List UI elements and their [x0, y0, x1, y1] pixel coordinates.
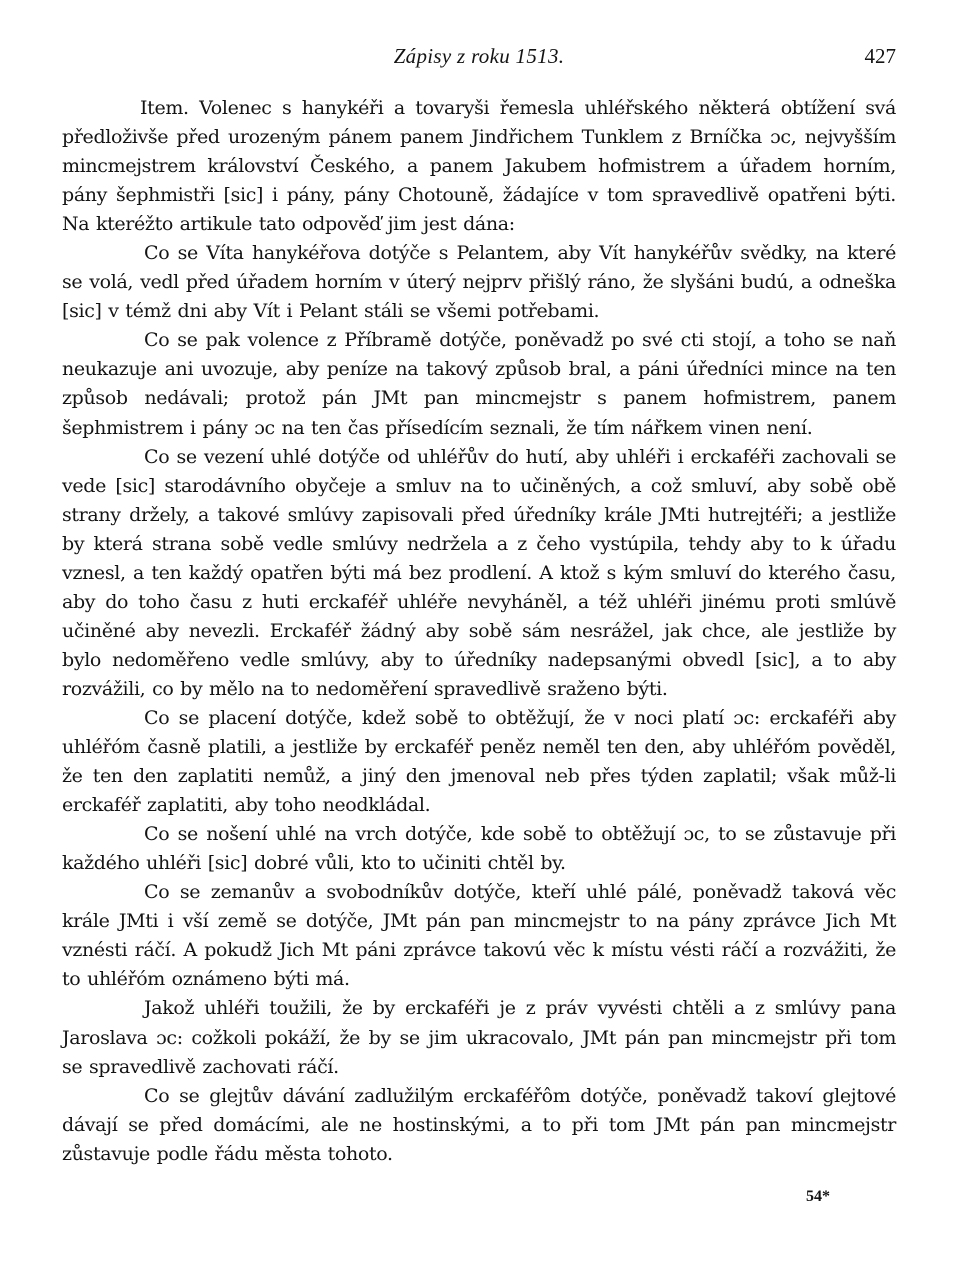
running-title: Zápisy z roku 1513. [393, 44, 565, 68]
paragraph-vezeni-uhle: Co se vezení uhlé dotýče od uhléřův do hutí, aby uhléři i erckaféři zachovali se vede [sic] starodávního obyčeje a smluv na to učiněných, a což smluví, aby sobě obě strany držely, a takové smlúvy zapisovali před úředníky krále JMti hutrejtéři; a jestliže by která strana sobě vedle smlúvy nedržela a z čeho vystúpila, tehdy aby to k úřadu vznesl, a ten každý opatřen býti má bez prodlení. A ktož s kým smluví do kterého času, aby do toho času z huti erckaféř uhléře nevyháněl, a též uhléři jinému proti smlúvě učiněné aby nevezli. Erckaféř žádný aby sobě sám nesrážel, jak chce, ale jestliže by bylo nedoměřeno vedle smlúvy, aby to úředníky nadepsanými obvedl [sic], a to aby rozvážili, co by mělo na to nedoměření spravedlivě sraženo býti. [62, 445, 896, 700]
signature-mark: 54* [806, 1188, 830, 1205]
body-text [62, 94, 896, 1169]
paragraph-zemane: Co se zemanův a svobodníkův dotýče, kteří uhlé pálé, poněvadž taková věc krále JMti i vší země se dotýče, JMt pán pan mincmejstr to na pány zprávce Jich Mt vznésti ráčí. A pokudž Jich Mt páni zprávce takovú věc k místu vésti ráčí a rozvážiti, že to uhléřóm oznámeno býti má. [62, 881, 896, 991]
paragraph-item: Item. Volenec s hanykéři a tovaryši řemesla uhléřského některá obtížení svá předloživše před urozeným pánem panem Jindřichem Tunklem z Brníčka ɔc, nejvyšším mincmejstrem království Českého, a panem Jakubem hofmistrem a úřadem horním, pány šephmistři [sic] i pány, pány Chotouně, žádajíce v tom spravedlivě opatřeni býti. Na kteréžto artikule tato odpověď jim jest dána: [62, 97, 896, 236]
page-number: 427 [864, 44, 896, 68]
paragraph-vit: Co se Víta hanykéřova dotýče s Pelantem, aby Vít hanykéřův svědky, na které se volá, vedl před úřadem horním v úterý nejprv přišlý ráno, že slyšáni budú, a odneška [sic] v témž dni aby Vít i Pelant stáli se všemi potřebami. [62, 242, 896, 323]
paragraph-noseni-uhle: Co se nošení uhlé na vrch dotýče, kde sobě to obtěžují ɔc, to se zůstavuje při každého uhléři [sic] dobré vůli, kto to učiniti chtěl by. [62, 823, 896, 875]
paragraph-jaroslav: Jakož uhléři toužili, že by erckaféři je z práv vyvésti chtěli a z smlúvy pana Jaroslava ɔc: cožkoli pokáží, že by se jim ukracovalo, JMt pán pan mincmejstr při tom se spravedlivě zachovati ráčí. [62, 997, 896, 1078]
running-head [62, 44, 896, 74]
paragraph-glejty: Co se glejtův dávání zadlužilým erckaféřôm dotýče, poněvadž takoví glejtové dávají se před domácími, ale ne hostinskými, a to při tom JMt pán pan mincmejstr zůstavuje podle řádu města tohoto. [62, 1084, 896, 1165]
paragraph-volenec: Co se pak volence z Příbramě dotýče, poněvadž po své cti stojí, a toho se naň neukazuje ani uvozuje, aby peníze na takový způsob bral, a páni úředníci mince na ten způsob nedávali; protož pán JMt pan mincmejstr s panem hofmistrem, panem šephmistrem i pány ɔc na ten čas přísedícím seznali, že tím nářkem vinen není. [62, 329, 896, 439]
paragraph-placeni: Co se placení dotýče, kdež sobě to obtěžují, že v noci platí ɔc: erckaféři aby uhléřóm časně platili, a jestliže by erckaféř peněz neměl ten den, aby uhléřóm pověděl, že ten den zaplatiti nemůž, a jiný den jmenoval neb přes týden zaplatil; však můž-li erckaféř zaplatiti, aby toho neodkládal. [62, 706, 896, 817]
